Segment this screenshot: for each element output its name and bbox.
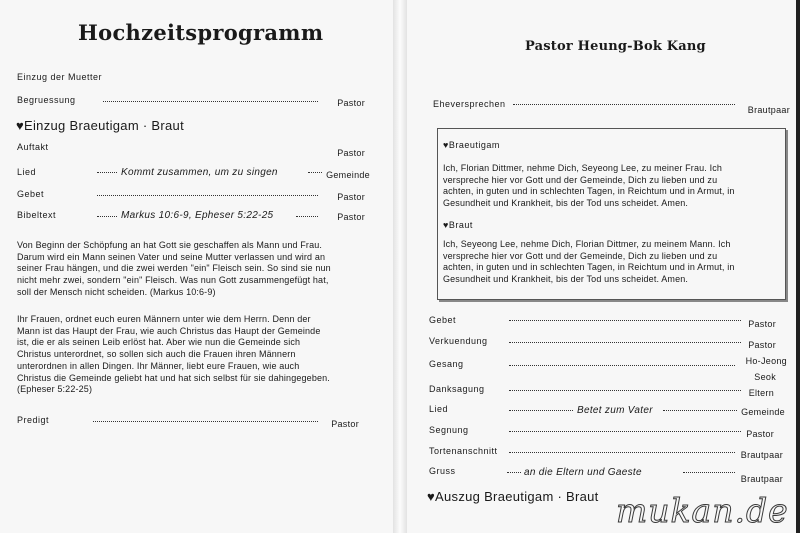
- auszug-heading: ♥Auszug Braeutigam · Braut: [427, 489, 599, 504]
- text-line: Gesundheit und Krankheit, bis der Tod uns scheidet. Amen.: [443, 274, 689, 285]
- lied-detail: Betet zum Vater: [577, 405, 653, 416]
- segnung-role: Pastor: [746, 429, 774, 439]
- text-line: Ich, Florian Dittmer, nehme Dich, Seyeong Lee, zu meiner Frau. Ich: [443, 163, 723, 173]
- begruessung-label: Begruessung: [17, 95, 76, 105]
- auftakt-role: Pastor: [337, 148, 365, 158]
- eheversprechen-label: Eheversprechen: [433, 99, 506, 109]
- text-line: unterordnen in allen Dingen. Ihr Männer, liebt eure Frauen, wie auch: [17, 360, 300, 371]
- text-line: nicht mehr zwei, sondern "ein" Fleisch. Was nun Gott zusammengefügt hat,: [17, 275, 329, 286]
- text-line: Ihr Frauen, ordnet euch euren Männern unter wie dem Herrn. Denn der: [17, 314, 311, 324]
- dot-leader: [97, 216, 117, 217]
- dot-leader: [509, 452, 735, 453]
- bibeltext-label: Bibeltext: [17, 210, 57, 220]
- bibeltext-detail: Markus 10:6-9, Epheser 5:22-25: [121, 210, 274, 221]
- dot-leader: [103, 101, 318, 102]
- pastor-title: Pastor Heung-Bok Kang: [525, 39, 706, 54]
- verkuendung-role: Pastor: [748, 340, 776, 350]
- begruessung-role: Pastor: [337, 98, 365, 108]
- text-line: Darum wird ein Mann seinen Vater und seine Mutter verlassen und wird an: [17, 251, 326, 262]
- text-line: verspreche hier vor Gott und der Gemeinde, Dich zu lieben und zu: [443, 250, 718, 261]
- bride-heading: ♥Braut: [443, 220, 473, 230]
- dot-leader: [509, 431, 741, 432]
- gebet-role: Pastor: [337, 192, 365, 202]
- text-line: seiner Frau hängen, und die zwei werden "ein" Fleisch sein. So sind sie nun: [17, 263, 331, 274]
- gesang-role-2: Seok: [754, 372, 776, 382]
- bibeltext-role: Pastor: [337, 212, 365, 222]
- segnung-label: Segnung: [429, 425, 469, 435]
- left-page: [0, 0, 393, 533]
- text-line: achten, in guten und in schlechten Tagen, in Reichtum und in Armut, in: [443, 262, 735, 273]
- gruss-label: Gruss: [429, 466, 456, 476]
- gebet-label: Gebet: [429, 315, 457, 325]
- dot-leader: [308, 172, 322, 173]
- vows-box: [437, 128, 786, 300]
- predigt-role: Pastor: [331, 419, 359, 429]
- dot-leader: [97, 195, 318, 196]
- auftakt-label: Auftakt: [17, 142, 49, 152]
- dot-leader: [509, 342, 741, 343]
- bride-vow: [443, 239, 779, 286]
- text-line: Mann ist das Haupt der Frau, wie auch Christus das Haupt der Gemeinde: [17, 325, 321, 336]
- einzug-muetter-label: Einzug der Muetter: [17, 72, 103, 82]
- einzug-brautpaar-heading: ♥Einzug Braeutigam · Braut: [16, 118, 184, 133]
- tortenanschnitt-role: Brautpaar: [740, 450, 783, 460]
- lied-detail: Kommt zusammen, um zu singen: [121, 167, 278, 178]
- dot-leader: [509, 410, 573, 411]
- text-line: Von Beginn der Schöpfung an hat Gott sie geschaffen als Mann und Frau.: [17, 240, 323, 250]
- lied-role: Gemeinde: [326, 170, 370, 180]
- lied-label: Lied: [17, 167, 37, 177]
- scripture-epheser: [17, 314, 378, 396]
- gruss-detail: an die Eltern und Gaeste: [524, 467, 642, 478]
- verkuendung-label: Verkuendung: [429, 336, 488, 346]
- gebet-role: Pastor: [748, 319, 776, 329]
- text-line: soll der Mensch nicht scheiden. (Markus 10:6-9): [17, 286, 216, 297]
- dot-leader: [513, 104, 735, 105]
- dot-leader: [507, 472, 521, 473]
- gebet-label: Gebet: [17, 189, 45, 199]
- dot-leader: [97, 172, 117, 173]
- dot-leader: [93, 421, 318, 422]
- text-line: verspreche hier vor Gott und der Gemeinde, Dich zu lieben und zu: [443, 174, 718, 185]
- groom-heading: ♥Braeutigam: [443, 140, 500, 150]
- danksagung-label: Danksagung: [429, 384, 485, 394]
- scripture-markus: [17, 240, 378, 299]
- watermark: mukan.de: [616, 491, 789, 530]
- tortenanschnitt-label: Tortenanschnitt: [429, 446, 498, 456]
- text-line: ist, die er als seinen Leib erlöst hat. Aber wie nun die Gemeinde sich: [17, 337, 301, 348]
- danksagung-role: Eltern: [748, 388, 774, 398]
- gesang-label: Gesang: [429, 359, 464, 369]
- text-line: achten, in guten und in schlechten Tagen, in Reichtum und in Armut, in: [443, 186, 735, 197]
- scan-edge-right: [796, 0, 800, 533]
- dot-leader: [509, 365, 735, 366]
- lied-role: Gemeinde: [741, 407, 785, 417]
- lied-label: Lied: [429, 404, 449, 414]
- eheversprechen-role: Brautpaar: [747, 105, 790, 115]
- dot-leader: [683, 472, 735, 473]
- predigt-label: Predigt: [17, 415, 50, 425]
- gesang-role-1: Ho-Jeong: [745, 356, 787, 366]
- page-fold: [393, 0, 407, 533]
- text-line: Christus die Gemeinde geliebt hat und hat sich selbst für sie dahingegeben.: [17, 372, 330, 383]
- program-title: Hochzeitsprogramm: [78, 20, 324, 45]
- text-line: Gesundheit und Krankheit, bis der Tod uns scheidet. Amen.: [443, 198, 689, 209]
- groom-vow: [443, 163, 779, 210]
- dot-leader: [296, 216, 318, 217]
- text-line: Christus unterordnet, so sollen sich auch die Frauen ihren Männern: [17, 349, 296, 360]
- gruss-role: Brautpaar: [740, 474, 783, 484]
- dot-leader: [509, 390, 741, 391]
- right-page: [407, 0, 800, 533]
- dot-leader: [509, 320, 741, 321]
- dot-leader: [663, 410, 737, 411]
- text-line: (Epheser 5:22-25): [17, 384, 93, 395]
- text-line: Ich, Seyeong Lee, nehme Dich, Florian Dittmer, zu meinem Mann. Ich: [443, 239, 731, 249]
